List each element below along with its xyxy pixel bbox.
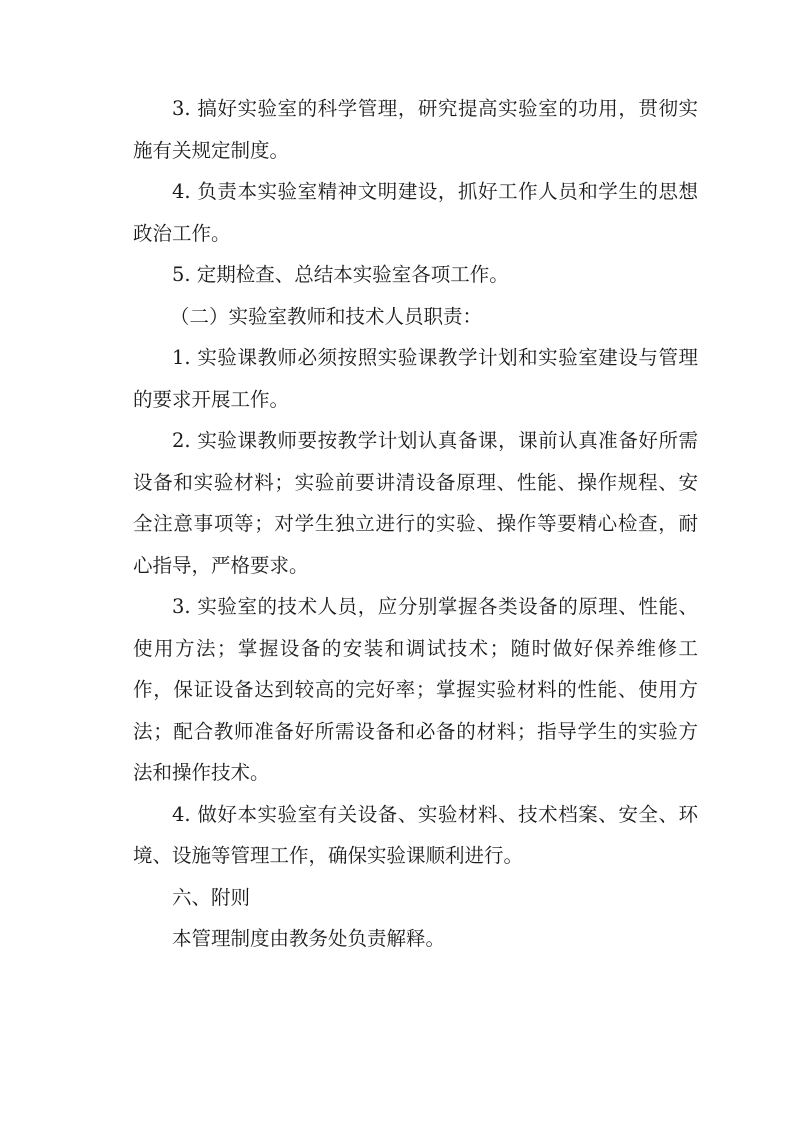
chapter-heading: 六、附则	[172, 885, 251, 909]
paragraph-item-5: 5. 定期检查、总结本实验室各项工作。	[172, 263, 509, 286]
closing-statement: 本管理制度由教务处负责解释。	[172, 927, 446, 950]
paragraph-item-4: 4. 负责本实验室精神文明建设，抓好工作人员和学生的思想政治工作。	[133, 180, 698, 245]
duty-item-4: 4. 做好本实验室有关设备、实验材料、技术档案、安全、环境、设施等管理工作，确保实验课顺利进行。	[133, 802, 698, 867]
section-heading: （二）实验室教师和技术人员职责：	[170, 304, 483, 328]
duty-item-3: 3. 实验室的技术人员，应分别掌握各类设备的原理、性能、使用方法；掌握设备的安装和调试技术；随时做好保养维修工作，保证设备达到较高的完好率；掌握实验材料的性能、使用方法；配合教师准备好所需设备和必备的材料；指导学生的实验方法和操作技术。	[133, 595, 698, 784]
duty-item-2: 2. 实验课教师要按教学计划认真备课，课前认真准备好所需设备和实验材料；实验前要讲清设备原理、性能、操作规程、安全注意事项等；对学生独立进行的实验、操作等要精心检查，耐心指导，严格要求。	[133, 429, 698, 577]
paragraph-item-3: 3. 搞好实验室的科学管理，研究提高实验室的功用，贯彻实施有关规定制度。	[133, 97, 698, 162]
duty-item-1: 1. 实验课教师必须按照实验课教学计划和实验室建设与管理的要求开展工作。	[133, 346, 698, 411]
document-body	[133, 88, 698, 960]
